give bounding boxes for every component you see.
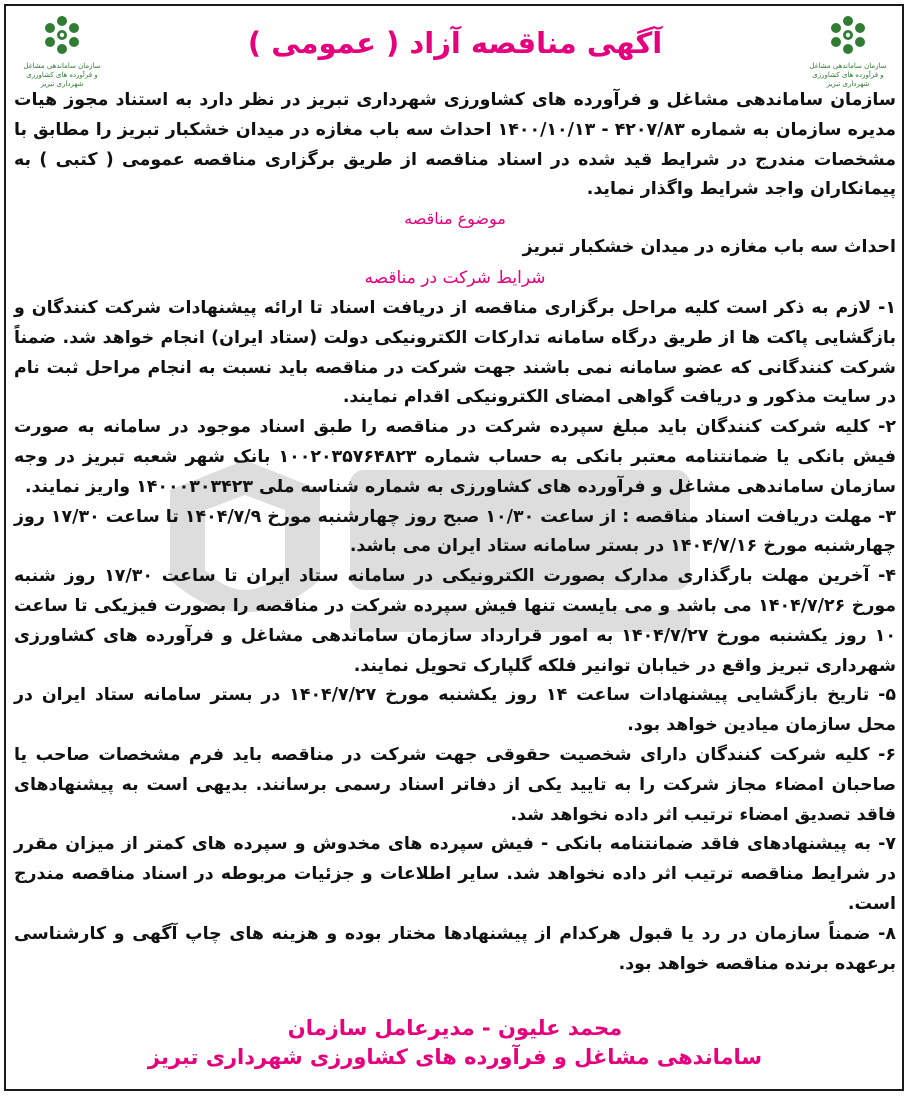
conditions-heading: شرایط شرکت در مناقصه <box>364 267 546 288</box>
condition-item: ۸- ضمناً سازمان در رد یا قبول هرکدام از پیشنهادها مختار بوده و هزینه های چاپ آگهی و کارشناسی برعهده برنده مناقصه خواهد بود. <box>14 923 896 974</box>
intro-paragraph: سازمان ساماندهی مشاغل و فرآورده های کشاورزی شهرداری تبریز در نظر دارد به استناد مجوز هیات مدیره سازمان به شماره ۴۲۰۷/۸۳ - ۱۴۰۰/۱۰/۱۳ احداث سه باب مغازه در میدان خشکبار تبریز را مطابق با مشخصات مندرج در شرایط قید شده در اسناد مناقصه از طریق برگزاری مناقصه عمومی ( کتبی ) به پیمانکاران واجد شرایط واگذار نماید. <box>14 90 897 200</box>
subject-heading: موضوع مناقصه <box>404 209 506 229</box>
signature-organization: ساماندهی مشاغل و فرآورده های کشاورزی شهرداری تبریز <box>147 1045 763 1069</box>
logo-caption: سازمان ساماندهی مشاغل و فرآورده های کشاورزی شهرداری تبریز <box>23 62 101 88</box>
condition-item: ۶- کلیه شرکت کنندگان دارای شخصیت حقوقی جهت شرکت در مناقصه باید فرم مشخصات صاحب یا صاحبان امضاء مجاز شرکت را به تایید یکی از دفاتر اسناد رسمی برسانند. بدیهی است به پیشنهادهای فاقد تصدیق امضاء ترتیب اثر داده نخواهد شد. <box>14 744 896 825</box>
logo-left <box>22 14 102 88</box>
signature-block <box>40 1014 870 1072</box>
municipality-logo-icon <box>827 14 869 56</box>
municipality-logo-icon <box>41 14 83 56</box>
notice-body <box>14 86 896 979</box>
condition-item: ۵- تاریخ بازگشایی پیشنهادات ساعت ۱۴ روز یکشنبه مورخ ۱۴۰۴/۷/۲۷ در بستر سامانه ستاد ایران در محل سازمان میادین خواهد بود. <box>14 685 896 736</box>
condition-item: ۲- کلیه شرکت کنندگان باید مبلغ سپرده شرکت در مناقصه را طبق اسناد موجود در سامانه به صورت فیش بانکی یا ضمانتنامه معتبر بانکی به حساب شماره ۱۰۰۲۰۳۵۷۶۴۸۲۳ بانک شهر شعبه تبریز در وجه سازمان ساماندهی مشاغل و فرآورده های کشاورزی به شماره شناسه ملی ۱۴۰۰۰۳۰۳۴۲۳ واریز نمایند. <box>14 417 896 497</box>
condition-item: ۴- آخرین مهلت بارگذاری مدارک بصورت الکترونیکی در سامانه ستاد ایران تا ساعت ۱۷/۳۰ روز شنبه مورخ ۱۴۰۴/۷/۲۶ می باشد و می بایست تنها فیش سپرده شرکت در مناقصه را بصورت فیزیکی تا ساعت ۱۰ روز یکشنبه مورخ ۱۴۰۴/۷/۲۷ به امور قرارداد سازمان ساماندهی مشاغل و فرآورده های کشاورزی شهرداری تبریز واقع در خیابان توانیر فلکه گلپارک تحویل نمایند. <box>14 566 896 676</box>
condition-item: ۳- مهلت دریافت اسناد مناقصه : از ساعت ۱۰/۳۰ صبح روز چهارشنبه مورخ ۱۴۰۴/۷/۹ تا ساعت ۱۷/۳۰ روز چهارشنبه مورخ ۱۴۰۴/۷/۱۶ در بستر سامانه ستاد ایران می باشد. <box>14 506 896 557</box>
logo-caption: سازمان ساماندهی مشاغل و فرآورده های کشاورزی شهرداری تبریز <box>809 62 887 88</box>
subject-text: احداث سه باب مغازه در میدان خشکبار تبریز <box>522 237 896 258</box>
condition-item: ۱- لازم به ذکر است کلیه مراحل برگزاری مناقصه از دریافت اسناد تا ارائه پیشنهادات شرکت کنندگان و بازگشایی پاکت ها از طریق درگاه سامانه تدارکات الکترونیکی دولت (ستاد ایران) انجام خواهد شد. ضمناً شرکت کنندگانی که عضو سامانه نمی باشند جهت شرکت در مناقصه باید نسبت به انجام مراحل ثبت نام در سایت مذکور و دریافت گواهی امضای الکترونیکی اقدام نمایند. <box>14 297 896 408</box>
signature-name: محمد علیون - مدیرعامل سازمان <box>287 1016 623 1040</box>
logo-right <box>808 14 888 88</box>
condition-item: ۷- به پیشنهادهای فاقد ضمانتنامه بانکی - فیش سپرده های مخدوش و سپرده های کمتر از میزان مقرر در شرایط مناقصه ترتیب اثر داده نخواهد شد. سایر اطلاعات و جزئیات مربوطه در اسناد مناقصه مندرج است. <box>14 834 896 914</box>
page-title: آگهی مناقصه آزاد ( عمومی ) <box>247 26 663 60</box>
